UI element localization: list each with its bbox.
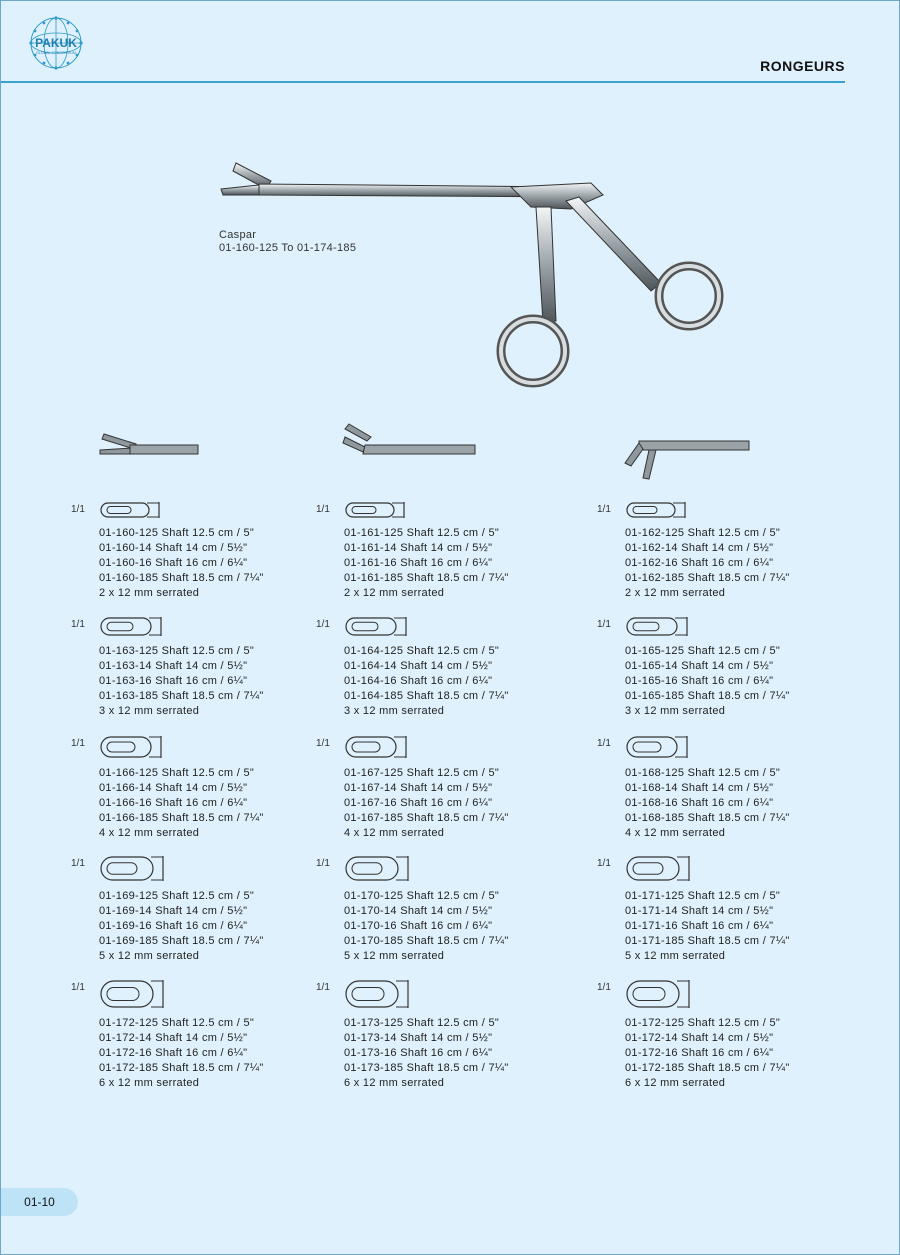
catalog-line: 01-168-14 Shaft 14 cm / 5½" [625, 782, 774, 794]
header-rule [1, 81, 845, 83]
catalog-line: 01-166-185 Shaft 18.5 cm / 7¼" [99, 812, 264, 824]
jaw-spec: 3 x 12 mm serrated [625, 705, 726, 717]
jaw-size-icon [344, 734, 414, 760]
catalog-line: 01-170-14 Shaft 14 cm / 5½" [344, 905, 493, 917]
scale-label: 1/1 [71, 619, 85, 630]
catalog-line: 01-168-16 Shaft 16 cm / 6¼" [625, 797, 774, 809]
catalog-line: 01-172-16 Shaft 16 cm / 6¼" [625, 1047, 774, 1059]
jaw-size-icon [344, 854, 416, 883]
catalog-line: 01-165-16 Shaft 16 cm / 6¼" [625, 675, 774, 687]
catalog-line: 01-167-16 Shaft 16 cm / 6¼" [344, 797, 493, 809]
jaw-spec: 5 x 12 mm serrated [344, 950, 445, 962]
scale-label: 1/1 [71, 858, 85, 869]
catalog-lines [625, 526, 857, 601]
product-block [316, 615, 576, 719]
catalog-lines [99, 644, 331, 719]
instrument-name: Caspar [219, 229, 257, 241]
catalog-line: 01-163-185 Shaft 18.5 cm / 7¼" [99, 690, 264, 702]
scale-label: 1/1 [597, 504, 611, 515]
catalog-line: 01-161-185 Shaft 18.5 cm / 7¼" [344, 572, 509, 584]
catalog-lines [344, 889, 576, 964]
catalog-line: 01-162-125 Shaft 12.5 cm / 5" [625, 527, 781, 539]
scale-row [316, 615, 576, 640]
catalog-lines [99, 889, 331, 964]
catalog-line: 01-161-14 Shaft 14 cm / 5½" [344, 542, 493, 554]
jaw-spec: 5 x 12 mm serrated [99, 950, 200, 962]
jaw-size-icon [99, 500, 167, 520]
jaw-size-icon [625, 615, 695, 638]
jaw-size-icon [99, 854, 171, 883]
scale-label: 1/1 [316, 619, 330, 630]
catalog-line: 01-169-14 Shaft 14 cm / 5½" [99, 905, 248, 917]
catalog-line: 01-164-125 Shaft 12.5 cm / 5" [344, 645, 500, 657]
jaw-spec: 6 x 12 mm serrated [99, 1077, 200, 1089]
jaw-spec: 2 x 12 mm serrated [625, 587, 726, 599]
catalog-line: 01-170-185 Shaft 18.5 cm / 7¼" [344, 935, 509, 947]
catalog-line: 01-163-16 Shaft 16 cm / 6¼" [99, 675, 248, 687]
scale-label: 1/1 [597, 858, 611, 869]
jaw-size-icon [344, 978, 416, 1010]
scale-row [316, 734, 576, 762]
scale-label: 1/1 [316, 504, 330, 515]
jaw-size-icon [99, 978, 171, 1010]
scale-row [71, 734, 331, 762]
product-block [71, 978, 331, 1091]
scale-row [597, 978, 857, 1012]
catalog-line: 01-171-125 Shaft 12.5 cm / 5" [625, 890, 781, 902]
catalog-line: 01-164-185 Shaft 18.5 cm / 7¼" [344, 690, 509, 702]
scale-label: 1/1 [597, 619, 611, 630]
product-block [316, 500, 576, 601]
scale-row [597, 500, 857, 522]
jaw-spec: 4 x 12 mm serrated [99, 827, 200, 839]
catalog-range: 01-160-125 To 01-174-185 [219, 242, 357, 254]
product-block [597, 978, 857, 1091]
scale-label: 1/1 [71, 982, 85, 993]
catalog-lines [625, 644, 857, 719]
catalog-lines [99, 526, 331, 601]
brand-name: PAKUK [35, 36, 77, 50]
catalog-line: 01-162-14 Shaft 14 cm / 5½" [625, 542, 774, 554]
catalog-line: 01-169-125 Shaft 12.5 cm / 5" [99, 890, 255, 902]
pakuk-logo [26, 15, 86, 71]
catalog-line: 01-160-185 Shaft 18.5 cm / 7¼" [99, 572, 264, 584]
catalog-line: 01-172-14 Shaft 14 cm / 5½" [625, 1032, 774, 1044]
catalog-line: 01-172-185 Shaft 18.5 cm / 7¼" [99, 1062, 264, 1074]
jaw-spec: 3 x 12 mm serrated [344, 705, 445, 717]
catalog-line: 01-166-125 Shaft 12.5 cm / 5" [99, 767, 255, 779]
catalog-line: 01-169-185 Shaft 18.5 cm / 7¼" [99, 935, 264, 947]
scale-row [597, 854, 857, 885]
catalog-line: 01-161-16 Shaft 16 cm / 6¼" [344, 557, 493, 569]
catalog-line: 01-163-125 Shaft 12.5 cm / 5" [99, 645, 255, 657]
catalog-line: 01-162-185 Shaft 18.5 cm / 7¼" [625, 572, 790, 584]
catalog-line: 01-161-125 Shaft 12.5 cm / 5" [344, 527, 500, 539]
product-block [597, 500, 857, 601]
catalog-line: 01-168-185 Shaft 18.5 cm / 7¼" [625, 812, 790, 824]
catalog-lines [625, 1016, 857, 1091]
catalog-lines [99, 766, 331, 841]
catalog-line: 01-166-14 Shaft 14 cm / 5½" [99, 782, 248, 794]
catalog-line: 01-164-14 Shaft 14 cm / 5½" [344, 660, 493, 672]
scale-label: 1/1 [316, 738, 330, 749]
product-block [597, 615, 857, 719]
scale-label: 1/1 [71, 504, 85, 515]
product-block [71, 500, 331, 601]
catalog-line: 01-166-16 Shaft 16 cm / 6¼" [99, 797, 248, 809]
product-block [71, 734, 331, 841]
scale-row [71, 854, 331, 885]
jaw-size-icon [344, 615, 414, 638]
page-number: 01-10 [1, 1188, 78, 1216]
catalog-line: 01-170-16 Shaft 16 cm / 6¼" [344, 920, 493, 932]
jaw-size-icon [344, 500, 412, 520]
scale-row [71, 615, 331, 640]
jaw-spec: 3 x 12 mm serrated [99, 705, 200, 717]
catalog-line: 01-171-14 Shaft 14 cm / 5½" [625, 905, 774, 917]
jaw-spec: 5 x 12 mm serrated [625, 950, 726, 962]
catalog-line: 01-172-185 Shaft 18.5 cm / 7¼" [625, 1062, 790, 1074]
catalog-line: 01-162-16 Shaft 16 cm / 6¼" [625, 557, 774, 569]
scale-row [597, 615, 857, 640]
catalog-lines [344, 1016, 576, 1091]
scale-label: 1/1 [597, 738, 611, 749]
tip-upward-illustration [341, 419, 501, 469]
brand-tagline: GLOBAL CONSORTIUM [36, 51, 76, 55]
caspar-rongeur-illustration [211, 151, 741, 391]
catalog-lines [625, 766, 857, 841]
catalog-line: 01-165-185 Shaft 18.5 cm / 7¼" [625, 690, 790, 702]
catalog-line: 01-172-125 Shaft 12.5 cm / 5" [99, 1017, 255, 1029]
catalog-lines [625, 889, 857, 964]
jaw-spec: 6 x 12 mm serrated [344, 1077, 445, 1089]
catalog-line: 01-172-16 Shaft 16 cm / 6¼" [99, 1047, 248, 1059]
jaw-size-icon [625, 854, 697, 883]
product-block [316, 854, 576, 964]
scale-label: 1/1 [597, 982, 611, 993]
jaw-size-icon [625, 978, 697, 1010]
catalog-line: 01-160-16 Shaft 16 cm / 6¼" [99, 557, 248, 569]
jaw-spec: 2 x 12 mm serrated [99, 587, 200, 599]
product-block [71, 854, 331, 964]
scale-row [316, 500, 576, 522]
product-block [597, 854, 857, 964]
tip-downward-illustration [621, 433, 781, 483]
catalog-line: 01-173-16 Shaft 16 cm / 6¼" [344, 1047, 493, 1059]
scale-row [316, 854, 576, 885]
catalog-line: 01-163-14 Shaft 14 cm / 5½" [99, 660, 248, 672]
catalog-lines [99, 1016, 331, 1091]
catalog-line: 01-170-125 Shaft 12.5 cm / 5" [344, 890, 500, 902]
catalog-line: 01-172-125 Shaft 12.5 cm / 5" [625, 1017, 781, 1029]
catalog-line: 01-167-125 Shaft 12.5 cm / 5" [344, 767, 500, 779]
scale-label: 1/1 [316, 982, 330, 993]
jaw-size-icon [625, 500, 693, 520]
catalog-line: 01-173-185 Shaft 18.5 cm / 7¼" [344, 1062, 509, 1074]
catalog-line: 01-169-16 Shaft 16 cm / 6¼" [99, 920, 248, 932]
catalog-line: 01-171-185 Shaft 18.5 cm / 7¼" [625, 935, 790, 947]
product-block [71, 615, 331, 719]
scale-row [71, 978, 331, 1012]
catalog-line: 01-167-14 Shaft 14 cm / 5½" [344, 782, 493, 794]
jaw-size-icon [99, 615, 169, 638]
product-block [316, 978, 576, 1091]
jaw-spec: 2 x 12 mm serrated [344, 587, 445, 599]
catalog-line: 01-160-125 Shaft 12.5 cm / 5" [99, 527, 255, 539]
scale-label: 1/1 [71, 738, 85, 749]
hero-caption [219, 229, 356, 255]
catalog-line: 01-171-16 Shaft 16 cm / 6¼" [625, 920, 774, 932]
scale-label: 1/1 [316, 858, 330, 869]
catalog-lines [344, 644, 576, 719]
jaw-size-icon [99, 734, 169, 760]
jaw-spec: 4 x 12 mm serrated [344, 827, 445, 839]
catalog-line: 01-172-14 Shaft 14 cm / 5½" [99, 1032, 248, 1044]
catalog-line: 01-168-125 Shaft 12.5 cm / 5" [625, 767, 781, 779]
catalog-line: 01-173-14 Shaft 14 cm / 5½" [344, 1032, 493, 1044]
product-block [597, 734, 857, 841]
catalog-line: 01-164-16 Shaft 16 cm / 6¼" [344, 675, 493, 687]
catalog-line: 01-165-125 Shaft 12.5 cm / 5" [625, 645, 781, 657]
jaw-spec: 4 x 12 mm serrated [625, 827, 726, 839]
catalog-line: 01-173-125 Shaft 12.5 cm / 5" [344, 1017, 500, 1029]
jaw-size-icon [625, 734, 695, 760]
catalog-line: 01-167-185 Shaft 18.5 cm / 7¼" [344, 812, 509, 824]
section-title: RONGEURS [760, 58, 845, 74]
scale-row [71, 500, 331, 522]
catalog-line: 01-160-14 Shaft 14 cm / 5½" [99, 542, 248, 554]
catalog-lines [344, 766, 576, 841]
jaw-spec: 6 x 12 mm serrated [625, 1077, 726, 1089]
scale-row [316, 978, 576, 1012]
tip-straight-illustration [96, 426, 256, 476]
catalog-line: 01-165-14 Shaft 14 cm / 5½" [625, 660, 774, 672]
scale-row [597, 734, 857, 762]
product-block [316, 734, 576, 841]
catalog-lines [344, 526, 576, 601]
